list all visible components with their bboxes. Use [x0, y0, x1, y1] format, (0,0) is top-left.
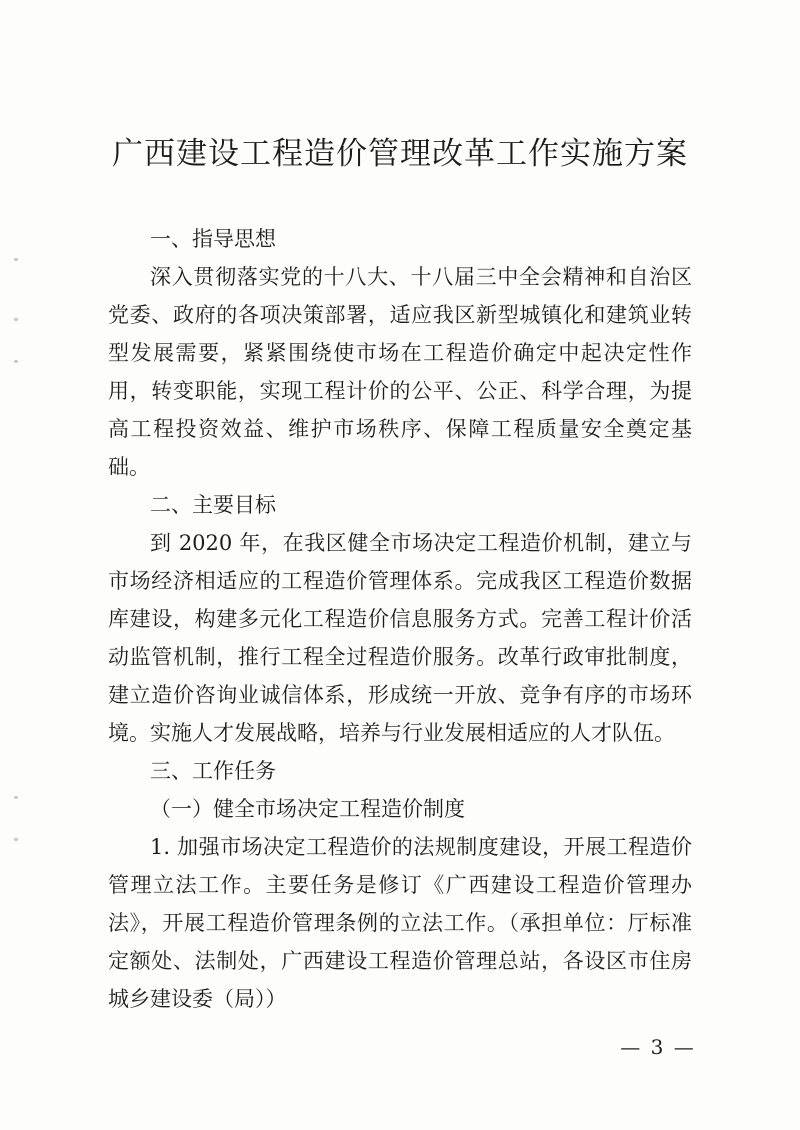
document-body — [108, 220, 692, 1018]
paragraph-guiding-ideology: 深入贯彻落实党的十八大、十八届三中全会精神和自治区党委、政府的各项决策部署，适应我区新型城镇化和建筑业转型发展需要，紧紧围绕使市场在工程造价确定中起决定性作用，转变职能，实现工程计价的公平、公正、科学合理，为提高工程投资效益、维护市场秩序、保障工程质量安全奠定基础。 — [108, 265, 692, 479]
scan-mark — [14, 360, 18, 363]
section-heading-guiding-ideology: 一、指导思想 — [150, 227, 276, 251]
paragraph-task-1: 1. 加强市场决定工程造价的法规制度建设，开展工程造价管理立法工作。主要任务是修订《广西建设工程造价管理办法》，开展工程造价管理条例的立法工作。（承担单位：厅标准定额处、法制处，广西建设工程造价管理总站，各设区市住房城乡建设委（局）） — [108, 835, 692, 1011]
subsection-heading: （一）健全市场决定工程造价制度 — [150, 797, 465, 821]
section-heading-main-goals: 二、主要目标 — [150, 493, 276, 517]
scan-mark — [14, 796, 18, 799]
paragraph-main-goals: 到 2020 年，在我区健全市场决定工程造价机制，建立与市场经济相适应的工程造价管理体系。完成我区工程造价数据库建设，构建多元化工程造价信息服务方式。完善工程计价活动监管机制，推行工程全过程造价服务。改革行政审批制度，建立造价咨询业诚信体系，形成统一开放、竞争有序的市场环境。实施人才发展战略，培养与行业发展相适应的人才队伍。 — [108, 531, 692, 745]
document-title: 广西建设工程造价管理改革工作实施方案 — [112, 136, 688, 172]
page-number: — 3 — — [620, 1035, 696, 1059]
scan-mark — [14, 318, 18, 321]
section-heading-work-tasks: 三、工作任务 — [150, 759, 276, 783]
scan-mark — [14, 258, 18, 261]
scan-mark — [14, 838, 18, 841]
